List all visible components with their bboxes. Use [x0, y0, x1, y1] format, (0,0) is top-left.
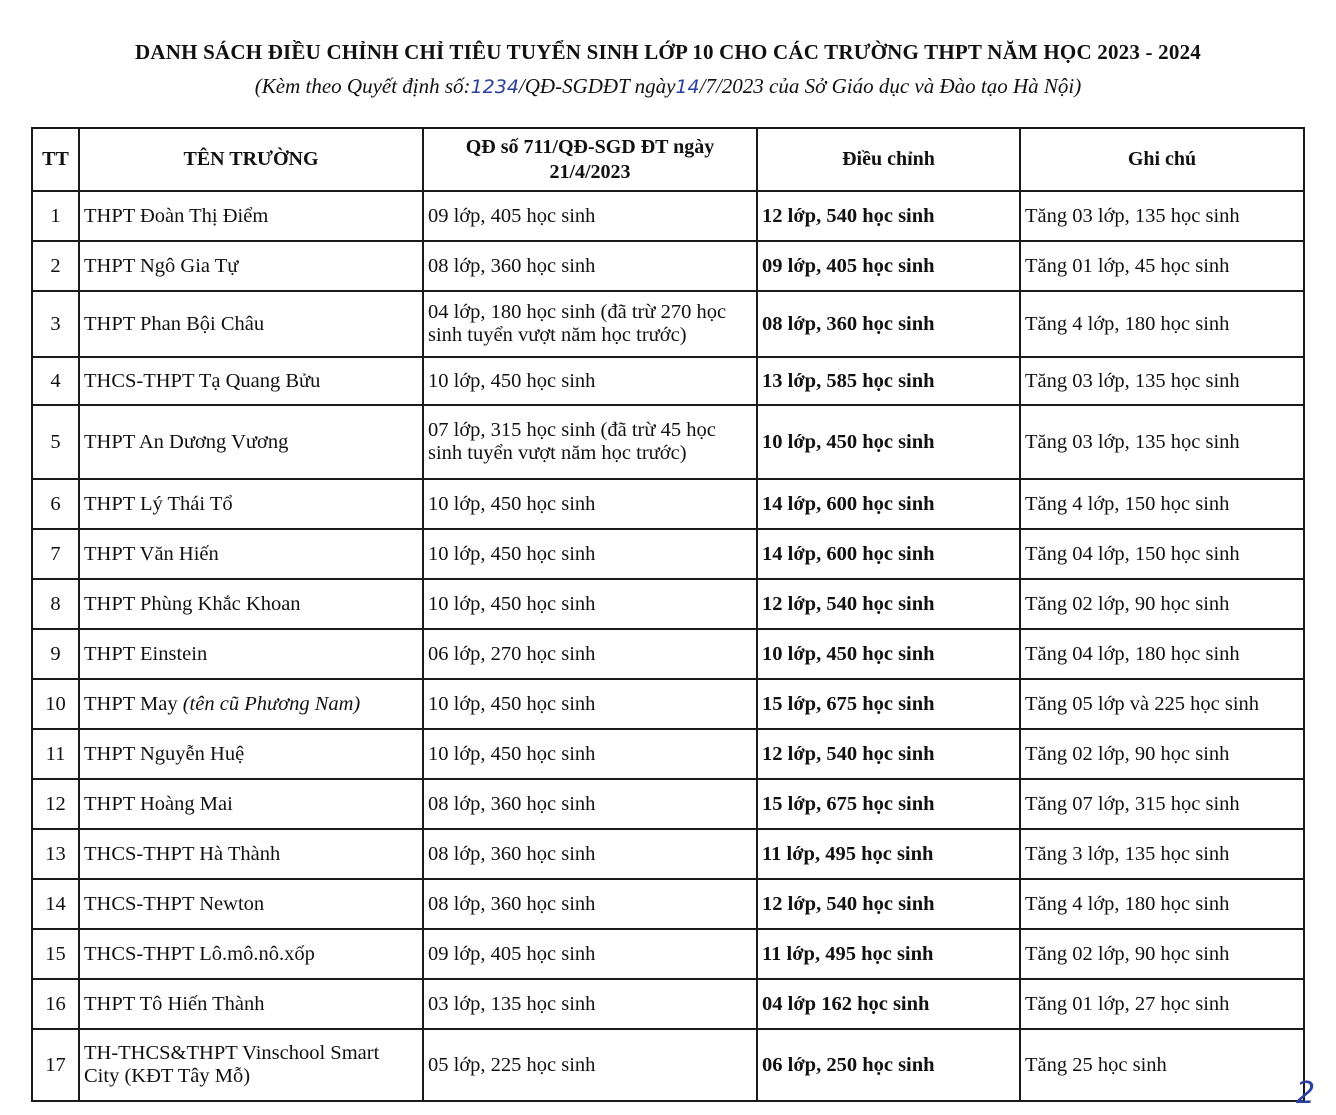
row-number: 2	[32, 241, 79, 291]
quota-note: Tăng 01 lớp, 27 học sinh	[1020, 979, 1304, 1029]
original-quota: 10 lớp, 450 học sinh	[423, 679, 757, 729]
school-name-text: THPT Văn Hiến	[84, 542, 219, 565]
row-number: 5	[32, 405, 79, 479]
row-number: 13	[32, 829, 79, 879]
quota-note: Tăng 05 lớp và 225 học sinh	[1020, 679, 1304, 729]
school-name	[79, 191, 423, 241]
table-row	[32, 529, 1304, 579]
subtitle-middle: /QĐ-SGDĐT ngày	[518, 74, 676, 98]
school-name	[79, 291, 423, 357]
adjusted-quota: 10 lớp, 450 học sinh	[757, 629, 1020, 679]
school-name	[79, 779, 423, 829]
table-row	[32, 629, 1304, 679]
table-row	[32, 729, 1304, 779]
school-name-text: THCS-THPT Lô.mô.nô.xốp	[84, 942, 315, 965]
school-name-text: THPT Tô Hiến Thành	[84, 992, 265, 1015]
school-name-text: THPT Phan Bội Châu	[84, 312, 265, 335]
table-row	[32, 357, 1304, 405]
school-name	[79, 679, 423, 729]
school-name-text: THCS-THPT Tạ Quang Bửu	[84, 369, 321, 392]
quota-note: Tăng 02 lớp, 90 học sinh	[1020, 729, 1304, 779]
row-number: 17	[32, 1029, 79, 1101]
school-name-text: THPT Đoàn Thị Điểm	[84, 204, 269, 227]
original-quota: 08 lớp, 360 học sinh	[423, 879, 757, 929]
adjusted-quota: 11 lớp, 495 học sinh	[757, 929, 1020, 979]
row-number: 15	[32, 929, 79, 979]
table-row	[32, 579, 1304, 629]
school-name-text: THPT Nguyễn Huệ	[84, 742, 245, 765]
quota-note: Tăng 02 lớp, 90 học sinh	[1020, 929, 1304, 979]
school-name	[79, 1029, 423, 1101]
row-number: 10	[32, 679, 79, 729]
adjusted-quota: 12 lớp, 540 học sinh	[757, 879, 1020, 929]
school-name	[79, 405, 423, 479]
school-former-name: (tên cũ Phương Nam)	[182, 692, 361, 715]
adjusted-quota: 13 lớp, 585 học sinh	[757, 357, 1020, 405]
col-header-adjusted: Điều chỉnh	[757, 128, 1020, 191]
col-header-school: TÊN TRƯỜNG	[79, 128, 423, 191]
row-number: 11	[32, 729, 79, 779]
adjusted-quota: 08 lớp, 360 học sinh	[757, 291, 1020, 357]
table-row	[32, 479, 1304, 529]
quota-note: Tăng 4 lớp, 180 học sinh	[1020, 291, 1304, 357]
quota-note: Tăng 04 lớp, 150 học sinh	[1020, 529, 1304, 579]
school-name-text: THPT Ngô Gia Tự	[84, 254, 239, 277]
school-name	[79, 979, 423, 1029]
school-name-text: THPT May	[84, 692, 178, 715]
table-row	[32, 979, 1304, 1029]
table-row	[32, 1029, 1304, 1101]
school-name-text: THPT Hoàng Mai	[84, 792, 233, 815]
school-name-text: THPT Lý Thái Tổ	[84, 492, 233, 515]
quota-note: Tăng 04 lớp, 180 học sinh	[1020, 629, 1304, 679]
quota-note: Tăng 4 lớp, 150 học sinh	[1020, 479, 1304, 529]
original-quota: 08 lớp, 360 học sinh	[423, 829, 757, 879]
decision-day: 14	[675, 76, 700, 98]
original-quota: 10 lớp, 450 học sinh	[423, 479, 757, 529]
original-quota: 10 lớp, 450 học sinh	[423, 357, 757, 405]
original-quota: 07 lớp, 315 học sinh (đã trừ 45 học sinh tuyển vượt năm học trước)	[423, 405, 757, 479]
school-name-text: THPT Einstein	[84, 642, 208, 665]
original-quota: 09 lớp, 405 học sinh	[423, 929, 757, 979]
school-name	[79, 829, 423, 879]
col-header-note: Ghi chú	[1020, 128, 1304, 191]
adjusted-quota: 14 lớp, 600 học sinh	[757, 479, 1020, 529]
school-name	[79, 357, 423, 405]
adjusted-quota: 14 lớp, 600 học sinh	[757, 529, 1020, 579]
table-row	[32, 291, 1304, 357]
adjusted-quota: 06 lớp, 250 học sinh	[757, 1029, 1020, 1101]
original-quota: 03 lớp, 135 học sinh	[423, 979, 757, 1029]
school-name-text: THCS-THPT Hà Thành	[84, 842, 281, 865]
adjusted-quota: 15 lớp, 675 học sinh	[757, 679, 1020, 729]
row-number: 7	[32, 529, 79, 579]
quota-note: Tăng 03 lớp, 135 học sinh	[1020, 191, 1304, 241]
adjusted-quota: 09 lớp, 405 học sinh	[757, 241, 1020, 291]
school-name-text: THCS-THPT Newton	[84, 892, 265, 915]
table-row	[32, 879, 1304, 929]
school-name	[79, 241, 423, 291]
original-quota: 09 lớp, 405 học sinh	[423, 191, 757, 241]
adjusted-quota: 12 lớp, 540 học sinh	[757, 579, 1020, 629]
school-name	[79, 879, 423, 929]
table-row	[32, 829, 1304, 879]
table-row	[32, 779, 1304, 829]
quota-note: Tăng 3 lớp, 135 học sinh	[1020, 829, 1304, 879]
adjusted-quota: 04 lớp 162 học sinh	[757, 979, 1020, 1029]
quota-note: Tăng 03 lớp, 135 học sinh	[1020, 405, 1304, 479]
document-title: DANH SÁCH ĐIỀU CHỈNH CHỈ TIÊU TUYỂN SINH LỚP 10 CHO CÁC TRƯỜNG THPT NĂM HỌC 2023 - 2024	[135, 40, 1201, 64]
quota-note: Tăng 03 lớp, 135 học sinh	[1020, 357, 1304, 405]
school-name-text: THPT An Dương Vương	[84, 430, 289, 453]
row-number: 14	[32, 879, 79, 929]
quota-note: Tăng 25 học sinh	[1020, 1029, 1304, 1101]
school-name	[79, 729, 423, 779]
row-number: 16	[32, 979, 79, 1029]
row-number: 1	[32, 191, 79, 241]
school-name-text: THPT Phùng Khắc Khoan	[84, 592, 301, 615]
quota-note: Tăng 02 lớp, 90 học sinh	[1020, 579, 1304, 629]
original-quota: 10 lớp, 450 học sinh	[423, 729, 757, 779]
table-row	[32, 679, 1304, 729]
row-number: 3	[32, 291, 79, 357]
table-row	[32, 241, 1304, 291]
school-name	[79, 579, 423, 629]
row-number: 6	[32, 479, 79, 529]
original-quota: 08 lớp, 360 học sinh	[423, 779, 757, 829]
adjusted-quota: 10 lớp, 450 học sinh	[757, 405, 1020, 479]
row-number: 4	[32, 357, 79, 405]
subtitle-prefix: (Kèm theo Quyết định số:	[254, 74, 471, 98]
adjusted-quota: 11 lớp, 495 học sinh	[757, 829, 1020, 879]
quota-note: Tăng 07 lớp, 315 học sinh	[1020, 779, 1304, 829]
table-row	[32, 929, 1304, 979]
adjusted-quota: 12 lớp, 540 học sinh	[757, 729, 1020, 779]
page-mark: 2	[1296, 1076, 1316, 1111]
col-header-tt: TT	[32, 128, 79, 191]
document-subtitle	[0, 74, 1336, 99]
original-quota: 08 lớp, 360 học sinh	[423, 241, 757, 291]
original-quota: 10 lớp, 450 học sinh	[423, 579, 757, 629]
original-quota: 10 lớp, 450 học sinh	[423, 529, 757, 579]
table-header-row	[32, 128, 1304, 191]
table-row	[32, 191, 1304, 241]
adjusted-quota: 12 lớp, 540 học sinh	[757, 191, 1020, 241]
school-name	[79, 479, 423, 529]
row-number: 9	[32, 629, 79, 679]
quota-table	[31, 127, 1305, 1102]
row-number: 8	[32, 579, 79, 629]
original-quota: 04 lớp, 180 học sinh (đã trừ 270 học sinh tuyển vượt năm học trước)	[423, 291, 757, 357]
table-body	[32, 191, 1304, 1101]
school-name	[79, 629, 423, 679]
quota-note: Tăng 01 lớp, 45 học sinh	[1020, 241, 1304, 291]
school-name-text: TH-THCS&THPT Vinschool Smart City (KĐT Tây Mỗ)	[84, 1042, 380, 1087]
row-number: 12	[32, 779, 79, 829]
subtitle-suffix: /7/2023 của Sở Giáo dục và Đào tạo Hà Nội)	[699, 74, 1082, 98]
decision-number: 1234	[470, 76, 519, 98]
col-header-original: QĐ số 711/QĐ-SGD ĐT ngày 21/4/2023	[423, 128, 757, 191]
school-name	[79, 929, 423, 979]
school-name	[79, 529, 423, 579]
quota-note: Tăng 4 lớp, 180 học sinh	[1020, 879, 1304, 929]
original-quota: 05 lớp, 225 học sinh	[423, 1029, 757, 1101]
adjusted-quota: 15 lớp, 675 học sinh	[757, 779, 1020, 829]
table-row	[32, 405, 1304, 479]
original-quota: 06 lớp, 270 học sinh	[423, 629, 757, 679]
